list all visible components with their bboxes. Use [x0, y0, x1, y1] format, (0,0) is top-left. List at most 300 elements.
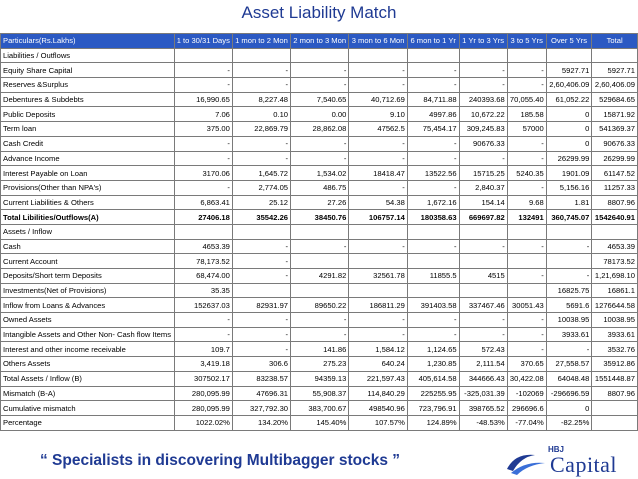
table-row	[1, 224, 638, 239]
table-cell: 240393.68	[459, 92, 507, 107]
table-cell: 1.81	[546, 195, 592, 210]
table-row	[1, 210, 638, 225]
table-cell: 32561.78	[349, 269, 407, 284]
table-cell: 1,584.12	[349, 342, 407, 357]
table-cell: 0	[546, 122, 592, 137]
table-cell: -296696.59	[546, 386, 592, 401]
table-cell: 9.10	[349, 107, 407, 122]
table-cell: -	[232, 151, 290, 166]
table-cell	[407, 254, 459, 269]
table-cell: 1,21,698.10	[592, 269, 638, 284]
table-cell: 35912.86	[592, 357, 638, 372]
table-cell: -	[232, 239, 290, 254]
table-cell: 5240.35	[507, 166, 546, 181]
table-cell: -	[459, 313, 507, 328]
table-cell: 0	[546, 136, 592, 151]
table-cell: 70,055.40	[507, 92, 546, 107]
table-row	[1, 107, 638, 122]
row-label: Term loan	[1, 122, 175, 137]
table-row	[1, 357, 638, 372]
footer-tagline: “ Specialists in discovering Multibagger stocks ”	[40, 452, 401, 469]
table-cell: 6,863.41	[174, 195, 232, 210]
column-header: Total	[592, 34, 638, 49]
table-row	[1, 401, 638, 416]
table-cell: 280,095.99	[174, 401, 232, 416]
table-cell: 40,712.69	[349, 92, 407, 107]
table-row	[1, 195, 638, 210]
row-label: Others Assets	[1, 357, 175, 372]
table-cell: 75,454.17	[407, 122, 459, 137]
table-cell: -	[546, 342, 592, 357]
table-cell: 1901.09	[546, 166, 592, 181]
table-cell: 11855.5	[407, 269, 459, 284]
table-cell: -	[459, 151, 507, 166]
table-cell: 15715.25	[459, 166, 507, 181]
table-cell: 375.00	[174, 122, 232, 137]
table-cell: 3170.06	[174, 166, 232, 181]
table-cell: 2,840.37	[459, 180, 507, 195]
table-cell: -	[291, 327, 349, 342]
row-label: Equity Share Capital	[1, 63, 175, 78]
table-cell: -	[232, 78, 290, 93]
table-cell	[546, 224, 592, 239]
table-cell: 4653.39	[592, 239, 638, 254]
table-cell: 13522.56	[407, 166, 459, 181]
table-cell	[232, 224, 290, 239]
table-cell: -	[546, 269, 592, 284]
table-cell: 306.6	[232, 357, 290, 372]
table-cell: -	[232, 136, 290, 151]
table-cell: -	[349, 327, 407, 342]
table-row	[1, 313, 638, 328]
table-row	[1, 166, 638, 181]
table-cell	[459, 48, 507, 63]
table-cell: -	[174, 63, 232, 78]
column-header: 2 mon to 3 Mon	[291, 34, 349, 49]
table-cell: 2,774.05	[232, 180, 290, 195]
table-cell: 94359.13	[291, 371, 349, 386]
table-cell: -	[507, 327, 546, 342]
table-cell: 5927.71	[592, 63, 638, 78]
table-cell: 327,792.30	[232, 401, 290, 416]
table-cell: 5691.6	[546, 298, 592, 313]
table-cell: -	[291, 78, 349, 93]
table-cell: 64048.48	[546, 371, 592, 386]
table-cell: -	[174, 151, 232, 166]
table-cell	[291, 48, 349, 63]
table-cell: 11257.33	[592, 180, 638, 195]
table-cell: 107.57%	[349, 415, 407, 430]
table-cell: -	[291, 313, 349, 328]
table-cell: 82931.97	[232, 298, 290, 313]
table-cell: 2,60,406.09	[546, 78, 592, 93]
table-cell: -	[507, 136, 546, 151]
table-cell	[592, 415, 638, 430]
row-label: Percentage	[1, 415, 175, 430]
table-cell: 8807.96	[592, 195, 638, 210]
table-cell: 134.20%	[232, 415, 290, 430]
column-header: Particulars(Rs.Lakhs)	[1, 34, 175, 49]
row-label: Mismatch (B-A)	[1, 386, 175, 401]
table-cell: -	[407, 136, 459, 151]
table-cell: 10038.95	[592, 313, 638, 328]
table-cell: 84,711.88	[407, 92, 459, 107]
table-cell: -	[174, 78, 232, 93]
table-cell: -	[349, 63, 407, 78]
logo-capital-text: Capital	[550, 452, 618, 477]
table-cell	[459, 283, 507, 298]
column-header: 3 to 5 Yrs	[507, 34, 546, 49]
row-label: Current Liabilities & Others	[1, 195, 175, 210]
table-cell	[407, 283, 459, 298]
table-cell: 3933.61	[546, 327, 592, 342]
table-cell: 15871.92	[592, 107, 638, 122]
table-cell: 30,422.08	[507, 371, 546, 386]
table-cell: 8,227.48	[232, 92, 290, 107]
table-cell: 35.35	[174, 283, 232, 298]
column-header: 3 mon to 6 Mon	[349, 34, 407, 49]
table-cell: -	[349, 180, 407, 195]
table-cell: 1276644.58	[592, 298, 638, 313]
table-cell: 1542640.91	[592, 210, 638, 225]
table-cell: -	[407, 180, 459, 195]
table-cell: 185.58	[507, 107, 546, 122]
table-cell: 154.14	[459, 195, 507, 210]
table-cell: -	[174, 313, 232, 328]
table-cell: 0	[546, 107, 592, 122]
table-cell	[349, 224, 407, 239]
table-cell	[507, 283, 546, 298]
header-row	[1, 34, 638, 49]
table-cell: 486.75	[291, 180, 349, 195]
table-cell: 4997.86	[407, 107, 459, 122]
table-cell: 26299.99	[592, 151, 638, 166]
table-cell: 90676.33	[592, 136, 638, 151]
row-label: Deposits/Short term Deposits	[1, 269, 175, 284]
table-row	[1, 415, 638, 430]
table-cell: 89650.22	[291, 298, 349, 313]
table-cell: 16861.1	[592, 283, 638, 298]
table-cell: 8807.96	[592, 386, 638, 401]
asset-liability-table-container	[0, 33, 638, 431]
table-cell: 307502.17	[174, 371, 232, 386]
table-cell: -	[174, 136, 232, 151]
table-cell: -	[349, 239, 407, 254]
row-label: Public Deposits	[1, 107, 175, 122]
table-cell: -	[459, 78, 507, 93]
table-cell	[546, 254, 592, 269]
table-cell: 383,700.67	[291, 401, 349, 416]
table-cell: 1,124.65	[407, 342, 459, 357]
table-cell	[546, 48, 592, 63]
row-label: Cumulative mismatch	[1, 401, 175, 416]
table-cell: -	[291, 151, 349, 166]
table-cell: 3933.61	[592, 327, 638, 342]
table-cell: 2,111.54	[459, 357, 507, 372]
row-label: Cash Credit	[1, 136, 175, 151]
table-cell: 47696.31	[232, 386, 290, 401]
table-cell: 68,474.00	[174, 269, 232, 284]
table-cell	[507, 224, 546, 239]
column-header: 1 to 30/31 Days	[174, 34, 232, 49]
table-cell	[592, 401, 638, 416]
table-cell: 225255.95	[407, 386, 459, 401]
table-cell: 280,095.99	[174, 386, 232, 401]
table-cell: -102069	[507, 386, 546, 401]
table-cell: 27.26	[291, 195, 349, 210]
table-cell	[407, 224, 459, 239]
page-title: Asset Liability Match	[241, 3, 397, 22]
table-cell: 275.23	[291, 357, 349, 372]
row-label: Reserves &Surplus	[1, 78, 175, 93]
table-cell: 541369.37	[592, 122, 638, 137]
table-cell: -	[459, 239, 507, 254]
table-cell: 61147.52	[592, 166, 638, 181]
table-cell: 145.40%	[291, 415, 349, 430]
table-body	[1, 48, 638, 430]
table-cell: 1022.02%	[174, 415, 232, 430]
table-row	[1, 92, 638, 107]
table-cell: 1,672.16	[407, 195, 459, 210]
table-row	[1, 48, 638, 63]
table-cell: -	[459, 327, 507, 342]
table-cell: -	[232, 63, 290, 78]
table-cell: 106757.14	[349, 210, 407, 225]
row-label: Provisions(Other than NPA's)	[1, 180, 175, 195]
row-label: Owned Assets	[1, 313, 175, 328]
table-cell	[174, 48, 232, 63]
table-cell: 152637.03	[174, 298, 232, 313]
column-header: 1 mon to 2 Mon	[232, 34, 290, 49]
table-cell: 344666.43	[459, 371, 507, 386]
table-cell: -	[174, 327, 232, 342]
table-cell: 529684.65	[592, 92, 638, 107]
table-cell: 27,558.57	[546, 357, 592, 372]
table-cell: 124.89%	[407, 415, 459, 430]
table-cell: 405,614.58	[407, 371, 459, 386]
row-label: Assets / Inflow	[1, 224, 175, 239]
table-cell: 132491	[507, 210, 546, 225]
table-cell: 9.68	[507, 195, 546, 210]
table-cell: -	[349, 78, 407, 93]
table-cell: 398765.52	[459, 401, 507, 416]
table-cell: 18418.47	[349, 166, 407, 181]
table-cell: 669697.82	[459, 210, 507, 225]
table-cell: 180358.63	[407, 210, 459, 225]
table-cell: 1551448.87	[592, 371, 638, 386]
table-cell: -	[232, 313, 290, 328]
table-cell: -	[232, 327, 290, 342]
table-cell	[459, 224, 507, 239]
table-cell	[507, 254, 546, 269]
table-cell: 723,796.91	[407, 401, 459, 416]
table-cell: 1,534.02	[291, 166, 349, 181]
table-row	[1, 283, 638, 298]
table-cell: 1,230.85	[407, 357, 459, 372]
table-cell: 78173.52	[592, 254, 638, 269]
table-cell	[232, 48, 290, 63]
table-cell: -	[507, 239, 546, 254]
table-cell: -	[232, 342, 290, 357]
table-cell	[592, 224, 638, 239]
asset-liability-table	[0, 33, 638, 431]
table-cell: 360,745.07	[546, 210, 592, 225]
row-label: Interest and other income receivable	[1, 342, 175, 357]
table-cell: -	[407, 239, 459, 254]
table-cell: 35542.26	[232, 210, 290, 225]
table-cell: 109.7	[174, 342, 232, 357]
table-cell	[349, 48, 407, 63]
table-row	[1, 371, 638, 386]
table-cell: 47562.5	[349, 122, 407, 137]
table-cell: -77.04%	[507, 415, 546, 430]
column-header: 1 Yr to 3 Yrs	[459, 34, 507, 49]
table-cell: 7.06	[174, 107, 232, 122]
table-cell: 27406.18	[174, 210, 232, 225]
table-cell: 90676.33	[459, 136, 507, 151]
table-row	[1, 386, 638, 401]
table-cell: 337467.46	[459, 298, 507, 313]
table-row	[1, 254, 638, 269]
logo-hbj-text: HBJ	[548, 445, 565, 454]
table-cell: 22,869.79	[232, 122, 290, 137]
table-cell: -	[232, 254, 290, 269]
table-cell: 309,245.83	[459, 122, 507, 137]
table-cell: 0	[546, 401, 592, 416]
table-cell: -	[291, 239, 349, 254]
table-cell: 28,862.08	[291, 122, 349, 137]
table-cell: 25.12	[232, 195, 290, 210]
table-cell	[291, 224, 349, 239]
table-cell: -	[507, 342, 546, 357]
table-cell: -	[349, 136, 407, 151]
table-cell: -	[407, 78, 459, 93]
row-label: Current Account	[1, 254, 175, 269]
table-row	[1, 63, 638, 78]
row-label: Advance Income	[1, 151, 175, 166]
table-cell	[592, 48, 638, 63]
table-cell	[291, 254, 349, 269]
table-cell: 114,840.29	[349, 386, 407, 401]
table-cell: -	[349, 151, 407, 166]
row-label: Interest Payable on Loan	[1, 166, 175, 181]
table-row	[1, 342, 638, 357]
table-cell: 640.24	[349, 357, 407, 372]
table-cell: 2,60,406.09	[592, 78, 638, 93]
table-cell	[349, 283, 407, 298]
table-row	[1, 151, 638, 166]
table-cell: 5927.71	[546, 63, 592, 78]
table-row	[1, 78, 638, 93]
table-row	[1, 269, 638, 284]
table-cell	[349, 254, 407, 269]
table-cell: -	[232, 269, 290, 284]
table-cell: 55,908.37	[291, 386, 349, 401]
row-label: Cash	[1, 239, 175, 254]
table-cell: 3532.76	[592, 342, 638, 357]
table-row	[1, 298, 638, 313]
table-cell: 296696.6	[507, 401, 546, 416]
table-cell: 4653.39	[174, 239, 232, 254]
table-cell: 5,156.16	[546, 180, 592, 195]
table-cell: 186811.29	[349, 298, 407, 313]
table-cell	[407, 48, 459, 63]
table-cell: 30051.43	[507, 298, 546, 313]
table-cell: -	[507, 63, 546, 78]
table-cell: -	[407, 151, 459, 166]
table-cell: -325,031.39	[459, 386, 507, 401]
table-cell: 4515	[459, 269, 507, 284]
table-cell: 141.86	[291, 342, 349, 357]
table-cell: -	[407, 63, 459, 78]
table-cell: 54.38	[349, 195, 407, 210]
table-cell: -	[507, 269, 546, 284]
row-label: Inflow from Loans & Advances	[1, 298, 175, 313]
table-cell: 1,645.72	[232, 166, 290, 181]
table-row	[1, 136, 638, 151]
table-cell: -	[291, 63, 349, 78]
table-cell: -	[407, 327, 459, 342]
table-row	[1, 122, 638, 137]
table-cell: -	[174, 180, 232, 195]
column-header: 6 mon to 1 Yr	[407, 34, 459, 49]
table-cell: 38450.76	[291, 210, 349, 225]
table-cell: -	[349, 313, 407, 328]
row-label: Total Assets / Inflow (B)	[1, 371, 175, 386]
table-cell: 572.43	[459, 342, 507, 357]
table-cell: -	[291, 136, 349, 151]
table-cell: 10,672.22	[459, 107, 507, 122]
table-cell	[507, 48, 546, 63]
table-cell	[232, 283, 290, 298]
row-label: Investments(Net of Provisions)	[1, 283, 175, 298]
row-label: Liabilities / Outflows	[1, 48, 175, 63]
table-cell: 57000	[507, 122, 546, 137]
table-row	[1, 239, 638, 254]
table-cell: 83238.57	[232, 371, 290, 386]
table-cell: 16,990.65	[174, 92, 232, 107]
row-label: Total Libilities/Outflows(A)	[1, 210, 175, 225]
row-label: Intangible Assets and Other Non- Cash flow Items	[1, 327, 175, 342]
table-cell: 3,419.18	[174, 357, 232, 372]
row-label: Debentures & Subdebts	[1, 92, 175, 107]
table-cell: 61,052.22	[546, 92, 592, 107]
table-cell: 26299.99	[546, 151, 592, 166]
table-cell: -	[507, 151, 546, 166]
table-cell: -	[507, 313, 546, 328]
table-cell: 0.00	[291, 107, 349, 122]
table-cell: -	[546, 239, 592, 254]
table-cell: 78,173.52	[174, 254, 232, 269]
table-row	[1, 327, 638, 342]
table-cell	[291, 283, 349, 298]
table-cell: 7,540.65	[291, 92, 349, 107]
table-cell: -	[459, 63, 507, 78]
column-header: Over 5 Yrs	[546, 34, 592, 49]
table-cell: 221,597.43	[349, 371, 407, 386]
table-cell: 10038.95	[546, 313, 592, 328]
table-cell: 370.65	[507, 357, 546, 372]
table-cell	[459, 254, 507, 269]
table-row	[1, 180, 638, 195]
table-cell: 16825.75	[546, 283, 592, 298]
table-cell	[174, 224, 232, 239]
table-cell: -	[507, 180, 546, 195]
table-cell: -48.53%	[459, 415, 507, 430]
table-cell: 4291.82	[291, 269, 349, 284]
table-cell: -	[507, 78, 546, 93]
table-cell: 498540.96	[349, 401, 407, 416]
